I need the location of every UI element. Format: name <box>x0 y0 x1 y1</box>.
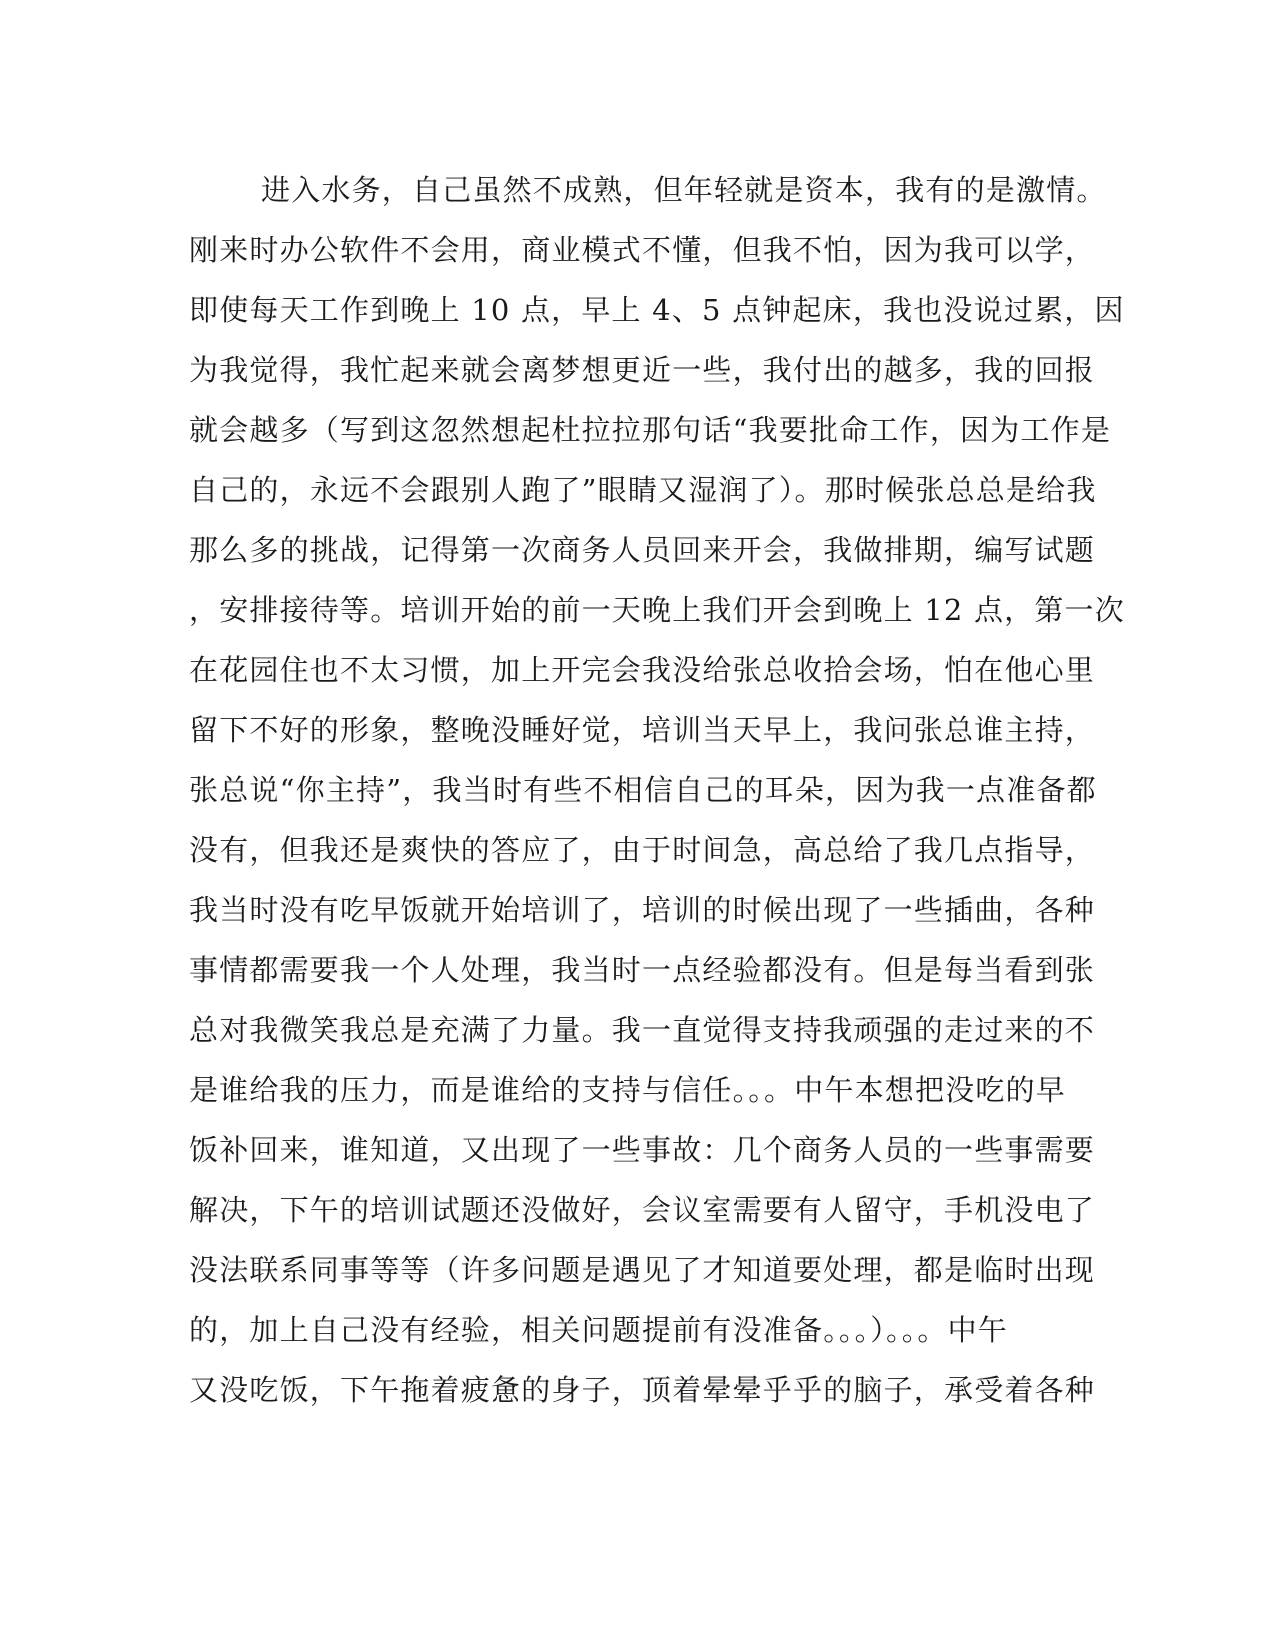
paragraph-line-5: 就会越多（写到这忽然想起杜拉拉那句话“我要批命工作，因为工作是 <box>189 413 1112 447</box>
paragraph-line-12: 没有，但我还是爽快的答应了，由于时间急，高总给了我几点指导， <box>189 833 1096 867</box>
paragraph-line-20: 的，加上自己没有经验，相关问题提前有没准备。。。）。。。中午 <box>189 1313 1009 1347</box>
paragraph-line-13: 我当时没有吃早饭就开始培训了，培训的时候出现了一些插曲，各种 <box>189 893 1096 927</box>
paragraph-line-4: 为我觉得，我忙起来就会离梦想更近一些，我付出的越多，我的回报 <box>189 353 1096 387</box>
paragraph-line-3: 即使每天工作到晚上 10 点，早上 4、5 点钟起床，我也没说过累，因 <box>189 293 1125 327</box>
paragraph-line-16: 是谁给我的压力，而是谁给的支持与信任。。。中午本想把没吃的早 <box>189 1073 1067 1107</box>
paragraph-line-2: 刚来时办公软件不会用，商业模式不懂，但我不怕，因为我可以学， <box>189 233 1096 267</box>
paragraph-line-14: 事情都需要我一个人处理，我当时一点经验都没有。但是每当看到张 <box>189 953 1096 987</box>
paragraph-line-21: 又没吃饭，下午拖着疲惫的身子，顶着晕晕乎乎的脑子，承受着各种 <box>189 1373 1096 1407</box>
paragraph-line-19: 没法联系同事等等（许多问题是遇见了才知道要处理，都是临时出现 <box>189 1253 1096 1287</box>
body-paragraph <box>189 160 1125 1420</box>
paragraph-line-18: 解决，下午的培训试题还没做好，会议室需要有人留守，手机没电了 <box>189 1193 1096 1227</box>
paragraph-line-17: 饭补回来，谁知道，又出现了一些事故：几个商务人员的一些事需要 <box>189 1133 1096 1167</box>
paragraph-line-11: 张总说“你主持”，我当时有些不相信自己的耳朵，因为我一点准备都 <box>189 773 1097 807</box>
paragraph-line-7: 那么多的挑战，记得第一次商务人员回来开会，我做排期，编写试题 <box>189 533 1096 567</box>
paragraph-line-10: 留下不好的形象，整晚没睡好觉，培训当天早上，我问张总谁主持， <box>189 713 1096 747</box>
paragraph-line-6: 自己的，永远不会跟别人跑了”眼睛又湿润了）。那时候张总总是给我 <box>189 473 1097 507</box>
paragraph-line-8: ，安排接待等。培训开始的前一天晚上我们开会到晚上 12 点，第一次 <box>189 593 1125 627</box>
paragraph-line-1: 进入水务，自己虽然不成熟，但年轻就是资本，我有的是激情。 <box>261 173 1107 207</box>
paragraph-line-9: 在花园住也不太习惯，加上开完会我没给张总收拾会场，怕在他心里 <box>189 653 1096 687</box>
paragraph-line-15: 总对我微笑我总是充满了力量。我一直觉得支持我顽强的走过来的不 <box>189 1013 1096 1047</box>
